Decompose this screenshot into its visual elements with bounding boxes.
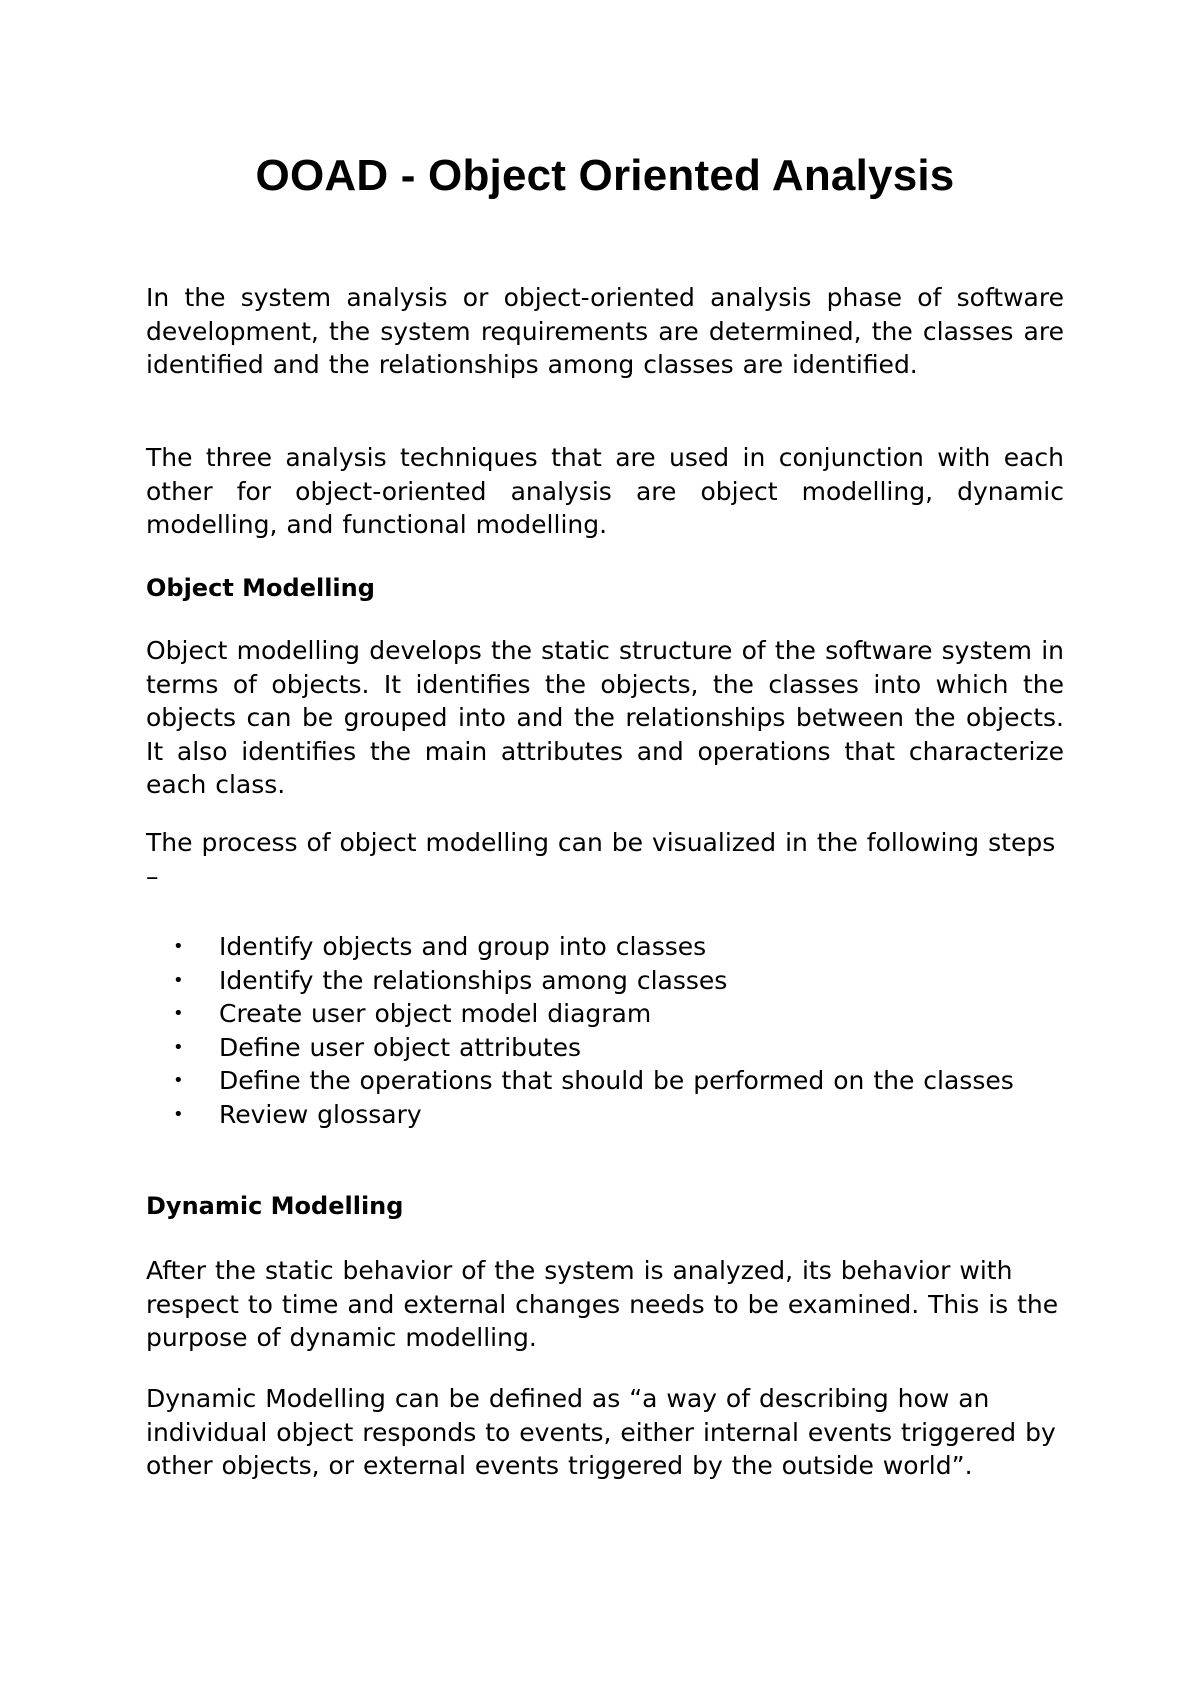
- list-item-text: Identify objects and group into classes: [219, 932, 707, 961]
- bullet-icon: •: [173, 1103, 184, 1125]
- list-item: [146, 964, 1064, 998]
- dynamic-modelling-paragraph-2: Dynamic Modelling can be defined as “a way of describing how an individual object responds to events, either internal events triggered by other objects, or external events triggered by the outside world”.: [146, 1384, 1056, 1481]
- bullet-icon: •: [173, 1070, 184, 1092]
- object-modelling-steps-list: [146, 930, 1064, 1132]
- intro-paragraph-1: In the system analysis or object-oriented analysis phase of software development, the system requirements are determined, the classes are identified and the relationships among classes are identified.: [146, 283, 1064, 380]
- object-modelling-paragraph-2: The process of object modelling can be visualized in the following steps –: [146, 828, 1056, 891]
- list-item-text: Define user object attributes: [219, 1032, 582, 1062]
- list-item: [146, 930, 1064, 964]
- list-item-text: Identify the relationships among classes: [219, 965, 728, 995]
- list-item: [146, 1031, 1064, 1065]
- list-item: [146, 997, 1064, 1031]
- intro-paragraph-2: The three analysis techniques that are used in conjunction with each other for object-oriented analysis are object modelling, dynamic modelling, and functional modelling.: [146, 443, 1064, 540]
- dynamic-modelling-heading: Dynamic Modelling: [146, 1192, 404, 1220]
- bullet-icon: •: [173, 1036, 184, 1058]
- object-modelling-paragraph-1: Object modelling develops the static structure of the software system in terms of objects. It identifies the objects, the classes into which the objects can be grouped into and the relationships between the objects. It also identifies the main attributes and operations that characterize each class.: [146, 636, 1064, 800]
- list-item-text: Review glossary: [219, 1099, 422, 1129]
- list-item-text: Define the operations that should be performed on the classes: [219, 1066, 1014, 1096]
- list-item: [146, 1064, 1064, 1098]
- document-title: OOAD - Object Oriented Analysis: [255, 151, 955, 200]
- bullet-icon: •: [173, 1003, 184, 1025]
- dynamic-modelling-paragraph-1: After the static behavior of the system is analyzed, its behavior with respect to time and external changes needs to be examined. This is the purpose of dynamic modelling.: [146, 1256, 1059, 1353]
- list-item-text: Create user object model diagram: [219, 999, 652, 1029]
- list-item: [146, 1098, 1064, 1132]
- object-modelling-heading: Object Modelling: [146, 574, 375, 602]
- bullet-icon: •: [173, 936, 184, 957]
- bullet-icon: •: [173, 969, 184, 991]
